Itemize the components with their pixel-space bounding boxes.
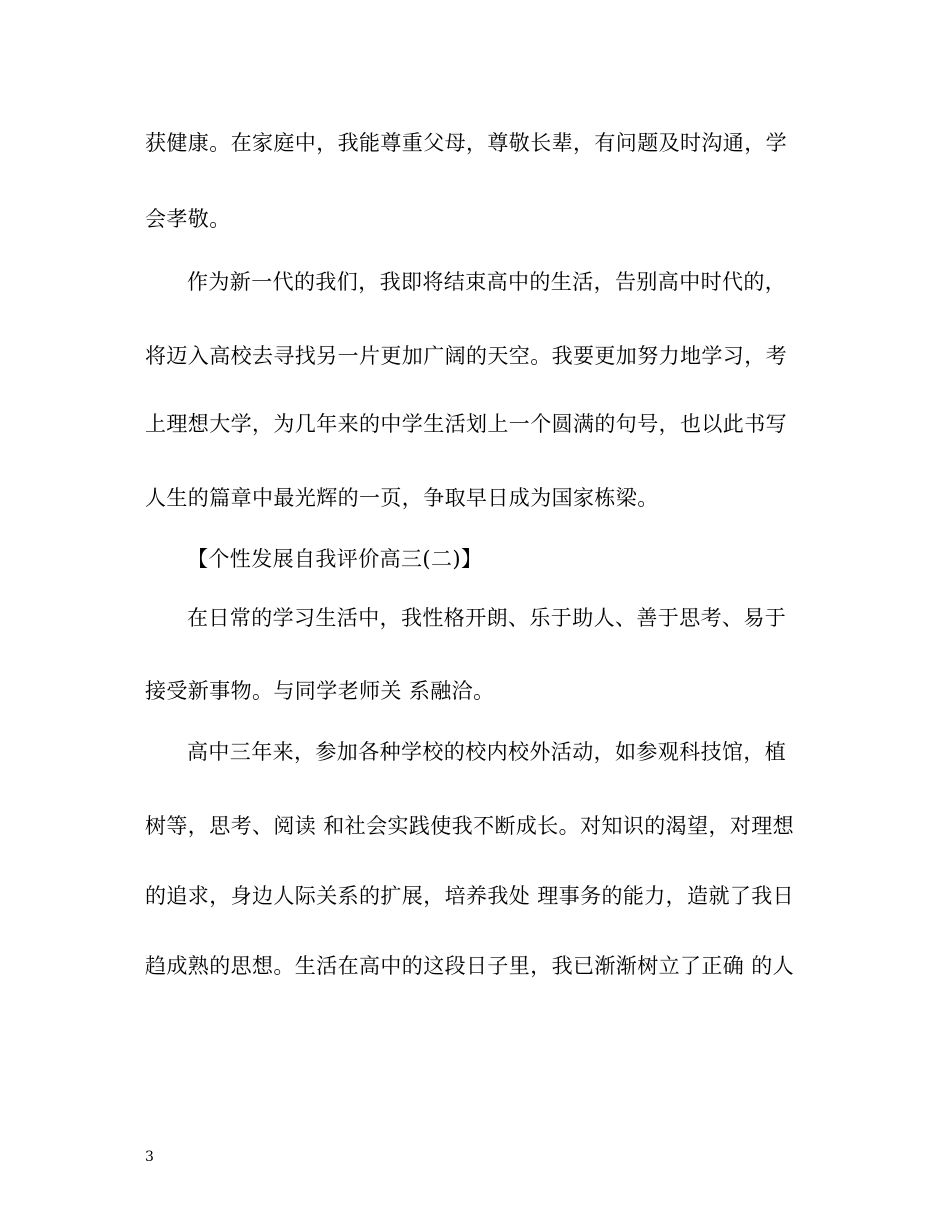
text-line: 作为新一代的我们，我即将结束高中的生活，告别高中时代的，	[187, 270, 787, 294]
text-line: 上理想大学，为几年来的中学生活划上一个圆满的句号，也以此书写	[145, 412, 787, 436]
text-line: 的追求，身边人际关系的扩展，培养我处 理事务的能力，造就了我日	[145, 884, 795, 908]
section-heading: 【个性发展自我评价高三(二)】	[187, 547, 483, 571]
text-line: 趋成熟的思想。生活在高中的这段日子里，我已渐渐树立了正确 的人	[145, 954, 795, 978]
text-line: 将迈入高校去寻找另一片更加广阔的天空。我要更加努力地学习，考	[145, 344, 787, 368]
text-line: 获健康。在家庭中，我能尊重父母，尊敬长辈，有问题及时沟通，学	[145, 131, 787, 155]
text-line: 会孝敬。	[145, 207, 231, 231]
text-line: 树等，思考、阅读 和社会实践使我不断成长。对知识的渴望，对理想	[145, 814, 795, 838]
text-line: 高中三年来，参加各种学校的校内校外活动，如参观科技馆，植	[187, 740, 787, 764]
page-number: 3	[145, 1149, 154, 1165]
text-line: 在日常的学习生活中，我性格开朗、乐于助人、善于思考、易于	[187, 606, 787, 630]
text-line: 接受新事物。与同学老师关 系融洽。	[145, 679, 495, 703]
text-line: 人生的篇章中最光辉的一页，争取早日成为国家栋梁。	[145, 486, 659, 510]
